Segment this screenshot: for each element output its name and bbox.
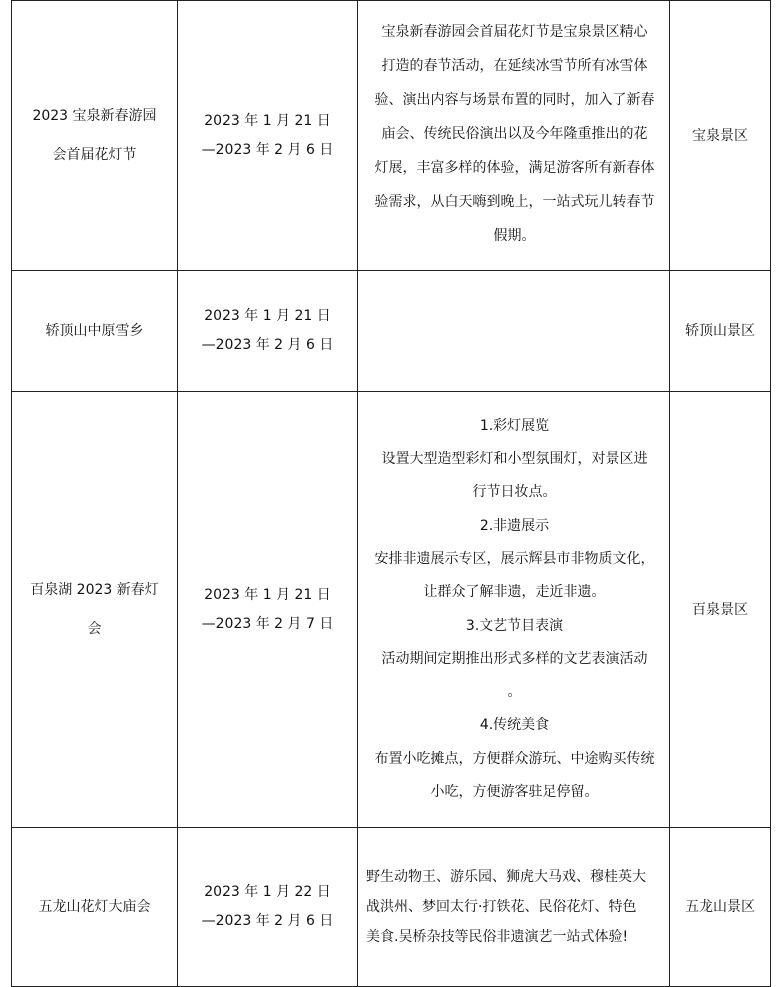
event-location-cell <box>670 392 771 828</box>
event-name: 轿顶山中原雪乡 <box>45 322 144 339</box>
event-location: 五龙山景区 <box>685 899 755 915</box>
event-date-end: —2023 年 2 月 6 日 <box>201 337 334 353</box>
event-location-cell <box>670 1 771 271</box>
event-date-cell <box>178 392 358 828</box>
event-name: 五龙山花灯大庙会 <box>38 898 151 915</box>
event-date-end: —2023 年 2 月 6 日 <box>201 913 334 929</box>
table-row <box>12 392 771 828</box>
event-date-start: 2023 年 1 月 21 日 <box>204 308 331 324</box>
event-name: 2023 宝泉新春游园会首届花灯节 <box>32 107 157 163</box>
table-row <box>12 271 771 392</box>
event-location: 轿顶山景区 <box>685 323 755 339</box>
event-description <box>358 410 669 810</box>
event-description-cell <box>358 1 670 271</box>
event-name-cell <box>12 828 178 987</box>
description-line: 设置大型造型彩灯和小型氛围灯，对景区进 <box>381 451 648 468</box>
event-date-cell <box>178 1 358 271</box>
event-date-start: 2023 年 1 月 22 日 <box>204 884 331 900</box>
event-location-cell <box>670 828 771 987</box>
description-line: 活动期间定期推出形式多样的文艺表演活动 <box>381 650 648 667</box>
description-line: 让群众了解非遗，走近非遗。 <box>423 584 606 601</box>
description-line: 宝泉新春游园会首届花灯节是宝泉景区精心 <box>381 24 648 40</box>
event-description <box>358 1 669 253</box>
description-line: 4.传统美食 <box>479 717 550 734</box>
event-name-cell <box>12 271 178 392</box>
event-location: 百泉景区 <box>692 601 748 618</box>
event-description-cell <box>358 392 670 828</box>
description-line: 灯展，丰富多样的体验，满足游客所有新春体 <box>374 160 655 176</box>
description-line: 小吃，方便游客驻足停留。 <box>430 783 599 800</box>
event-date-cell <box>178 271 358 392</box>
event-name-cell <box>12 1 178 271</box>
table-row <box>12 1 771 271</box>
event-name-cell <box>12 392 178 828</box>
description-line: 验需求，从白天嗨到晚上，一站式玩儿转春节 <box>374 194 655 210</box>
event-name: 百泉湖 2023 新春灯会 <box>30 581 159 637</box>
event-description <box>358 862 669 952</box>
event-location: 宝泉景区 <box>692 127 748 144</box>
event-date-cell <box>178 828 358 987</box>
description-line: 美食.吴桥杂技等民俗非遗演艺一站式体验! <box>366 929 629 945</box>
description-line: 3.文艺节目表演 <box>465 617 564 634</box>
event-date-start: 2023 年 1 月 21 日 <box>204 112 331 129</box>
description-line: 打造的春节活动，在延续冰雪节所有冰雪体 <box>381 58 648 74</box>
description-line: 安排非遗展示专区，展示辉县市非物质文化， <box>374 550 655 567</box>
description-line: 2.非遗展示 <box>479 517 550 534</box>
description-line: 验、演出内容与场景布置的同时，加入了新春 <box>374 92 655 108</box>
description-line: 庙会、传统民俗演出以及今年隆重推出的花 <box>381 126 648 142</box>
description-line: 假期。 <box>493 228 536 244</box>
description-line: 战洪州、梦回太行·打铁花、民俗花灯、特色 <box>366 899 637 915</box>
event-date-end: —2023 年 2 月 6 日 <box>201 141 334 158</box>
description-line: 1.彩灯展览 <box>479 417 550 434</box>
events-table <box>11 0 771 987</box>
description-line: 布置小吃摊点，方便群众游玩、中途购买传统 <box>374 750 655 767</box>
description-line: 。 <box>507 684 522 701</box>
event-description-cell <box>358 828 670 987</box>
table-row <box>12 828 771 987</box>
event-location-cell <box>670 271 771 392</box>
description-line: 行节日妆点。 <box>472 484 557 501</box>
event-description-cell <box>358 271 670 392</box>
event-date-start: 2023 年 1 月 21 日 <box>204 586 331 603</box>
description-line: 野生动物王、游乐园、狮虎大马戏、穆桂英大 <box>366 869 646 885</box>
event-date-end: —2023 年 2 月 7 日 <box>201 615 334 632</box>
